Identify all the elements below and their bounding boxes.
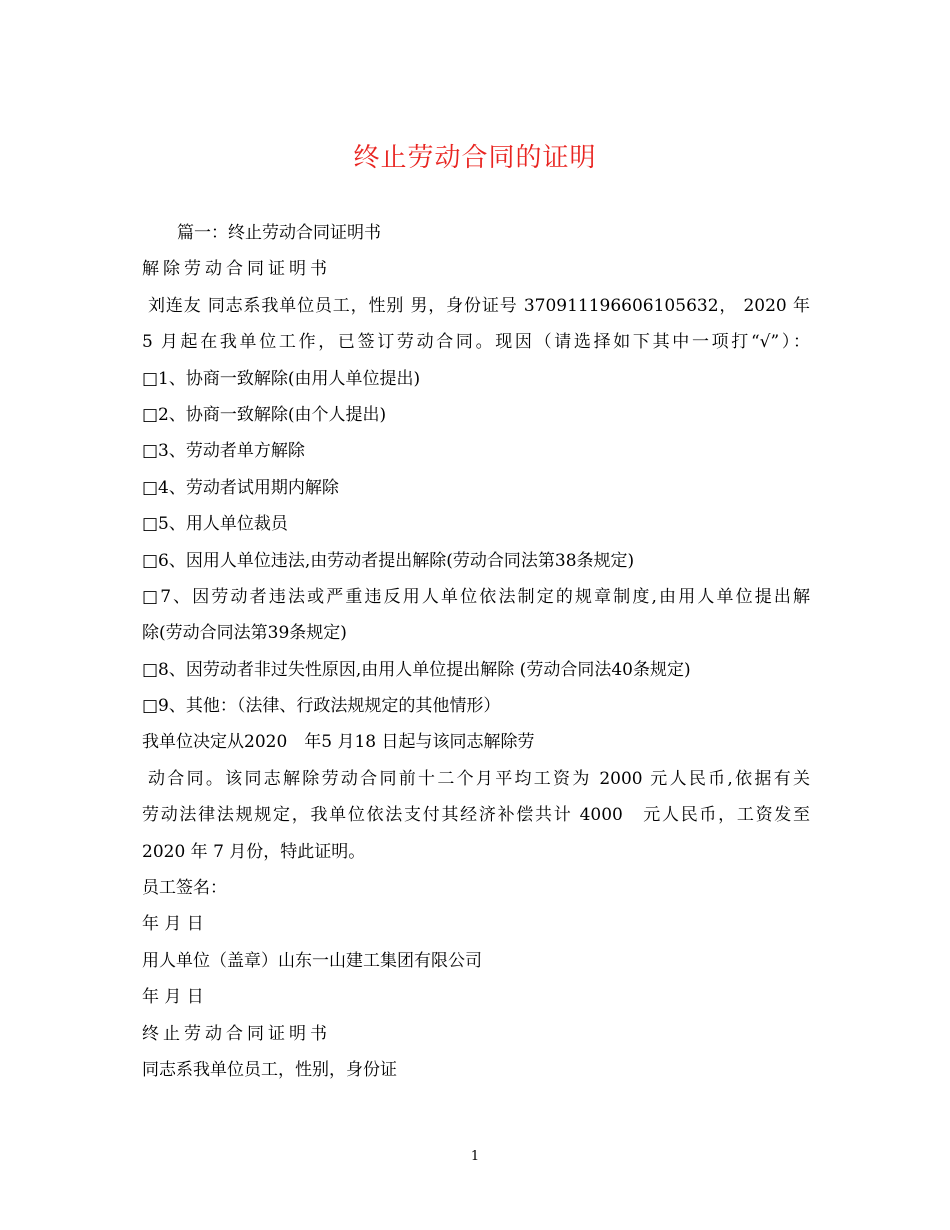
checkbox-option-3: □3、劳动者单方解除 bbox=[142, 441, 305, 462]
date-placeholder: 年 月 日 bbox=[142, 987, 204, 1008]
checkbox-option-2: □2、协商一致解除(由个人提出) bbox=[142, 404, 387, 425]
checkbox-option-7: □7、因劳动者违法或严重违反用人单位依法制定的规章制度,由用人单位提出解 bbox=[142, 586, 810, 607]
checkbox-option-5: □5、用人单位裁员 bbox=[142, 514, 288, 535]
certificate-heading-end: 终止劳动合同证明书 bbox=[142, 1023, 331, 1044]
paragraph-line: 我单位决定从2020 年5 月18 日起与该同志解除劳 bbox=[142, 732, 535, 753]
paragraph-line: 劳动法律法规规定，我单位依法支付其经济补偿共计 4000 元人民币，工资发至 bbox=[142, 805, 810, 826]
employee-signature-label: 员工签名： bbox=[142, 878, 227, 899]
paragraph-line: 动合同。该同志解除劳动合同前十二个月平均工资为 2000 元人民币,依据有关 bbox=[148, 768, 810, 789]
paragraph-line: 2020 年 7 月份，特此证明。 bbox=[142, 841, 366, 862]
certificate-heading-termination: 解除劳动合同证明书 bbox=[142, 259, 331, 280]
page-number: 1 bbox=[470, 1149, 480, 1164]
checkbox-option-4: □4、劳动者试用期内解除 bbox=[142, 477, 339, 498]
checkbox-option-8: □8、因劳动者非过失性原因,由用人单位提出解除 (劳动合同法40条规定) bbox=[142, 659, 691, 680]
section-heading-part-one: 篇一：终止劳动合同证明书 bbox=[177, 223, 381, 243]
checkbox-option-1: □1、协商一致解除(由用人单位提出) bbox=[142, 368, 421, 389]
date-placeholder: 年 月 日 bbox=[142, 914, 204, 935]
checkbox-option-9: □9、其他：（法律、行政法规规定的其他情形） bbox=[142, 696, 501, 717]
document-body bbox=[142, 215, 810, 1088]
checkbox-option-7-continued: 除(劳动合同法第39条规定) bbox=[142, 623, 347, 644]
employer-seal-label: 用人单位（盖章）山东一山建工集团有限公司 bbox=[142, 950, 482, 971]
paragraph-line: 刘连友 同志系我单位员工，性别 男，身份证号 370911196606105632， 2020 年 bbox=[148, 295, 810, 316]
checkbox-option-6: □6、因用人单位违法,由劳动者提出解除(劳动合同法第38条规定) bbox=[142, 550, 635, 571]
paragraph-line: 5 月起在我单位工作，已签订劳动合同。现因（请选择如下其中一项打“√”）： bbox=[142, 332, 810, 353]
paragraph-line: 同志系我单位员工，性别，身份证 bbox=[142, 1059, 397, 1080]
document-title: 终止劳动合同的证明 bbox=[353, 143, 597, 173]
